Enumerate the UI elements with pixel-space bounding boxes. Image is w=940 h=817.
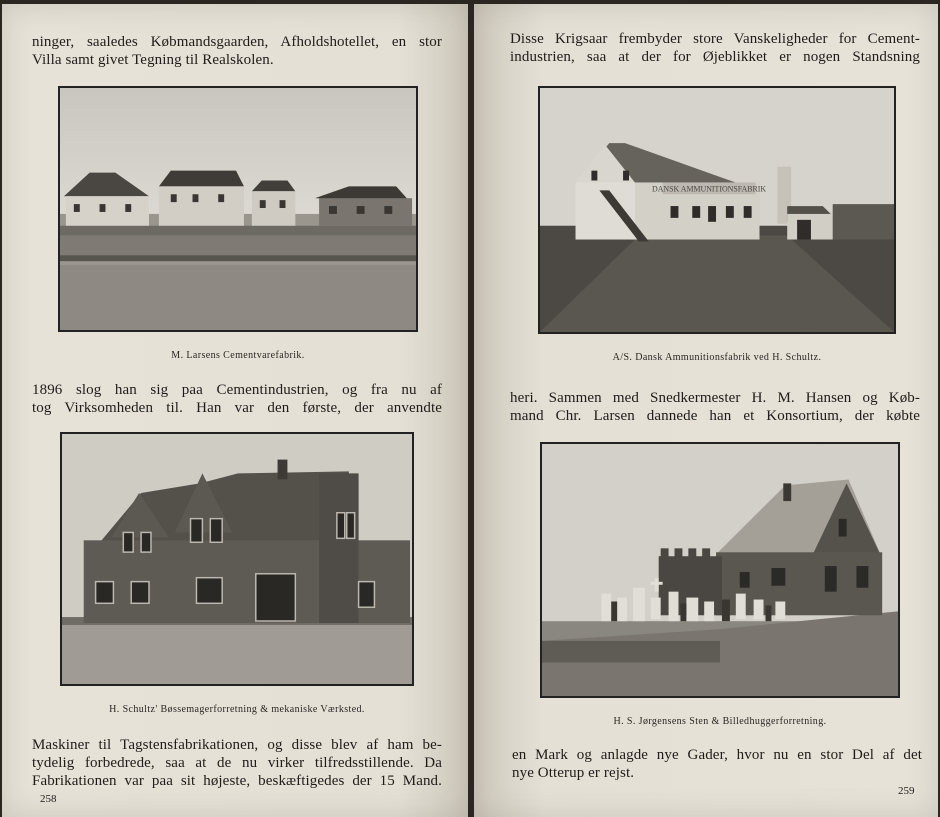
right-bottom-line-2: nye Otterup er rejst. [512,765,635,781]
right-caption-2: H. S. Jørgensens Sten & Billedhuggerforretning. [613,716,827,727]
stonemason-illustration [542,444,898,696]
ammunition-factory-illustration [540,88,894,332]
left-middle-line-2: tog Virksomheden til. Han var den første, der anvendte [32,400,442,416]
ammunition-factory-photo [538,86,896,334]
left-middle-line-1: 1896 slog han sig paa Cementindustrien, og fra nu af [32,382,442,398]
left-caption-2: H. Schultz' Bøssemagerforretning & mekaniske Værksted. [109,704,365,715]
page-number-right: 259 [898,785,915,797]
right-middle-line-1: heri. Sammen med Snedkermester H. M. Hansen og Køb- [510,390,920,406]
factory-sign-text: DANSK AMMUNITIONSFABRIK [652,184,767,194]
right-middle-line-2: mand Chr. Larsen dannede han et Konsortium, der købte [510,408,920,424]
cement-factory-photo [58,86,418,332]
left-bottom-line-3: Fabrikationen var paa sit højeste, beskæftigedes der 15 Mand. [32,773,442,789]
left-bottom-line-2: tydelig forbedrede, saa at de nu virker tilfredsstillende. Da [32,755,442,771]
left-caption-1: M. Larsens Cementvarefabrik. [171,350,305,361]
page-number-left: 258 [40,793,57,805]
right-bottom-line-1: en Mark og anlagde nye Gader, hvor nu en stor Del af det [512,747,922,763]
stonemason-photo [540,442,900,698]
left-page [2,4,468,817]
cement-factory-illustration [60,88,416,330]
right-caption-1: A/S. Dansk Ammunitionsfabrik ved H. Schultz. [612,352,822,363]
left-top-line-2: Villa samt givet Tegning til Realskolen. [32,52,274,68]
right-page [474,4,938,817]
left-top-line-1: ninger, saaledes Købmandsgaarden, Afholdshotellet, en stor [32,34,442,50]
right-top-line-1: Disse Krigsaar frembyder store Vanskeligheder for Cement- [510,31,920,47]
gunsmith-shop-illustration [62,434,412,684]
right-top-line-2: industrien, saa at der for Øjeblikket er nogen Standsning [510,49,920,65]
gunsmith-shop-photo [60,432,414,686]
left-bottom-line-1: Maskiner til Tagstensfabrikationen, og disse blev af ham be- [32,737,442,753]
